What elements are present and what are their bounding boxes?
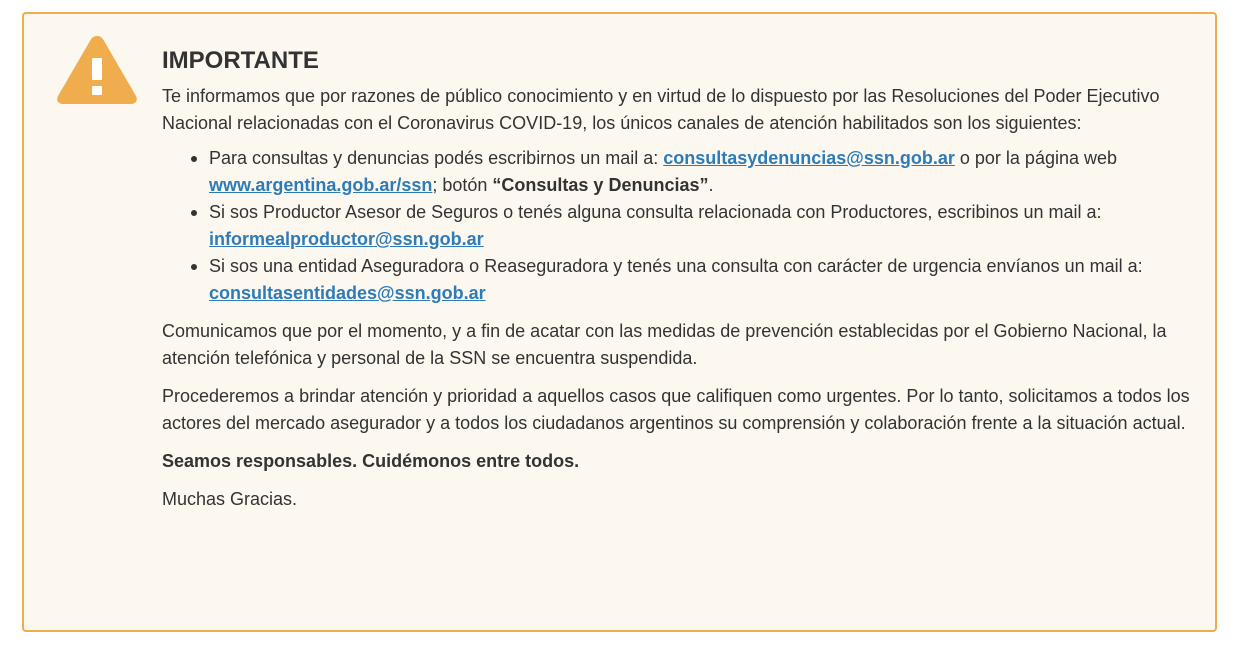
notice-intro: Te informamos que por razones de público conocimiento y en virtud de lo dispuesto por las Resoluciones del Poder Ejecutivo Nacional relacionadas con el Coronavirus COVID-19, los únicos canales de atención habilitados son los siguientes: [162, 86, 1160, 133]
informealproductor-email-link[interactable]: informealproductor@ssn.gob.ar [209, 229, 484, 249]
bullet-icon [191, 156, 197, 162]
priority-paragraph: Procederemos a brindar atención y prioridad a aquellos casos que califiquen como urgentes. Por lo tanto, solicitamos a todos los actores del mercado asegurador y a todos los ciudadanos argentinos su comprensión y colaboración frente a la situación actual. [162, 386, 1190, 433]
list-item-productores: Si sos Productor Asesor de Seguros o tenés alguna consulta relacionada con Productores, escribinos un mail a: informealproductor@ssn.gob.ar [209, 199, 1207, 253]
contact-channels-list [162, 145, 1207, 307]
warning-triangle-icon [55, 32, 139, 106]
sign-off-text: Muchas Gracias. [162, 489, 298, 509]
list-item-consultas: Para consultas y denuncias podés escribirnos un mail a: consultasydenuncias@ssn.gob.ar o por la página web www.argentina.gob.ar/ssn; botón “Consultas y Denuncias”. [209, 145, 1207, 199]
consultasentidades-email-link[interactable]: consultasentidades@ssn.gob.ar [209, 283, 486, 303]
consultas-email-link[interactable]: consultasydenuncias@ssn.gob.ar [663, 148, 955, 168]
bullet-icon [191, 210, 197, 216]
suspension-paragraph: Comunicamos que por el momento, y a fin de acatar con las medidas de prevención establecidas por el Gobierno Nacional, la atención telefónica y personal de la SSN se encuentra suspendida. [162, 321, 1167, 368]
argentina-ssn-web-link[interactable]: www.argentina.gob.ar/ssn [209, 175, 433, 195]
covid-notice-alert [22, 12, 1217, 632]
closing-bold-text: Seamos responsables. Cuidémonos entre todos. [162, 451, 580, 471]
notice-content [162, 44, 1207, 524]
list-item-entidades: Si sos una entidad Aseguradora o Reaseguradora y tenés una consulta con carácter de urgencia envíanos un mail a: consultasentidades@ssn.gob.ar [209, 253, 1207, 307]
bullet-icon [191, 264, 197, 270]
notice-title: IMPORTANTE [162, 47, 319, 74]
consultas-button-name: “Consultas y Denuncias” [492, 175, 709, 195]
